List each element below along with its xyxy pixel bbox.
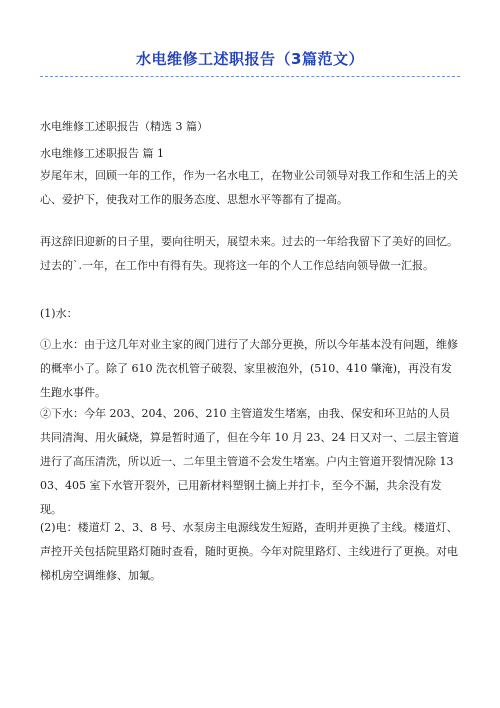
heading-selected-3: 水电维修工述职报告（精选 3 篇） (40, 120, 208, 133)
section-electric: (2)电：楼道灯 2、3、8 号、水泵房主电源线发生短路，查明并更换了主线。楼道灯、声控开关包括院里路灯随时查看，随时更换。今年对院里路灯、主线进行了更换。对电梯机房空调维修、加氟。 (40, 521, 458, 582)
paragraph-summary: 再这辞旧迎新的日子里，要向往明天，展望未来。过去的一年给我留下了美好的回忆。过去的`.一年，在工作中有得有失。现将这一年的个人工作总结向领导做一汇报。 (40, 235, 458, 272)
item-upper-water: ①上水：由于这几年对业主家的阀门进行了大部分更换，所以今年基本没有问题，维修的概率小了。除了 610 洗衣机管子破裂、家里被泡外，(510、410 肇淹)，再没有发生跑水事件。 (40, 338, 458, 399)
item-lower-water: ②下水：今年 203、204、206、210 主管道发生堵塞，由我、保安和环卫站的人员共同清淘、用火碱烧，算是暂时通了，但在今年 10 月 23、24 日又对一、二层主管道进行了高压清洗，所以近一、二年里主管道不会发生堵塞。户内主管道开裂情况除 1303、405 室下水管开裂外，已用新材料塑钢土摘上并打卡，至今不漏，共余没有发现。 (40, 407, 459, 516)
heading-part-1: 水电维修工述职报告 篇 1 (40, 147, 164, 160)
document-title: 水电维修工述职报告（3篇范文） (136, 50, 364, 68)
section-water: (1)水： (40, 307, 78, 320)
title-divider (40, 76, 460, 77)
paragraph-intro: 岁尾年末，回顾一年的工作，作为一名水电工，在物业公司领导对我工作和生活上的关心、爱护下，使我对工作的服务态度、思想水平等都有了提高。 (40, 169, 458, 206)
